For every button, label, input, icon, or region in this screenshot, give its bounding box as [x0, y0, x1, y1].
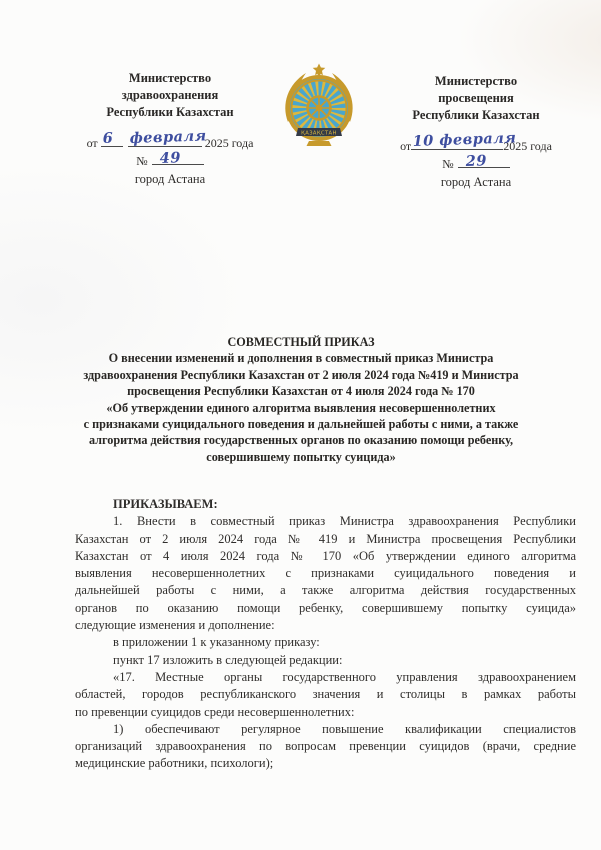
city-right: город Астана [440, 175, 512, 189]
body-line: Казахстан от 4 июля 2024 года № 170 «Об утверждении единого алгоритма [75, 548, 576, 563]
title-line: просвещения Республики Казахстан от 4 июля 2024 года № 170 [127, 384, 475, 399]
ministry-name-line: Республики Казахстан [412, 108, 540, 122]
body-line: «17. Местные органы государственного управления здравоохранением [113, 669, 576, 684]
handwritten-date: 10 февраля [412, 129, 517, 151]
order-body [75, 496, 576, 773]
ministry-education-block [384, 73, 568, 191]
title-line: здравоохранения Республики Казахстан от 2 июля 2024 года №419 и Министра [83, 367, 519, 382]
number-blank [458, 152, 510, 170]
ministry-health-name [78, 70, 262, 121]
svg-text:ҚАЗАҚСТАН: ҚАЗАҚСТАН [301, 130, 337, 137]
body-line: организаций здравоохранения по вопросам превенции суицидов (врачи, средние [75, 739, 576, 754]
ministry-health-block [78, 70, 262, 188]
city-left: город Астана [134, 172, 206, 186]
body-line: дальнейшей работы с ними, а также алгоритма действия государственных [75, 583, 576, 598]
date-suffix: 2025 года [204, 136, 254, 150]
handwritten-number: 29 [465, 152, 487, 170]
title-line: «Об утверждении единого алгоритма выявления несовершеннолетних [106, 400, 496, 415]
body-line: 1. Внести в совместный приказ Министра здравоохранения Республики [113, 514, 576, 529]
document-subtitle [56, 350, 546, 465]
body-line: медицинские работники, психологи); [75, 756, 274, 771]
body-line: 1) обеспечивают регулярное повышение квалификации специалистов [113, 721, 576, 736]
date-day-blank [101, 129, 123, 148]
body-line: Казахстан от 2 июля 2024 года № 419 и Министра просвещения Республики [75, 531, 576, 546]
ministry-name-line: здравоохранения [121, 88, 219, 102]
ministry-name-line: просвещения [438, 91, 514, 105]
title-line: с признаками суицидального поведения и дальнейшей работы с ними, а также [83, 417, 519, 432]
body-line: в приложении 1 к указанному приказу: [113, 635, 320, 650]
title-line: алгоритма действия государственных органов по оказанию помощи ребенку, [88, 433, 514, 448]
date-suffix: 2025 года [503, 139, 552, 153]
kazakhstan-emblem-icon [281, 62, 357, 150]
body-line: следующие изменения и дополнение: [75, 618, 275, 633]
handwritten-month: февраля [129, 127, 207, 148]
ministry-education-name [384, 73, 568, 124]
title-line: О внесении изменений и дополнения в совместный приказ Министра [108, 351, 494, 366]
date-prefix: от [400, 139, 412, 153]
order-number-line-right [384, 152, 568, 173]
number-label: № [136, 154, 148, 168]
title-line: совершившему попытку суицида» [206, 449, 396, 464]
number-label: № [442, 157, 454, 171]
body-line: органов по оказанию помощи ребенку, совершившему попытку суицида» [75, 600, 576, 615]
number-blank [152, 149, 204, 167]
order-title-block [56, 334, 546, 465]
ministry-name-line: Министерство [128, 71, 212, 85]
body-line: по превенции суицидов среди несовершеннолетних: [75, 704, 355, 719]
date-blank [411, 129, 517, 151]
date-month-blank [128, 127, 207, 148]
ministry-name-line: Республики Казахстан [106, 105, 234, 119]
body-line: выявления несовершеннолетних с признаками суицидального поведения и [75, 566, 576, 581]
handwritten-number: 49 [159, 149, 181, 167]
body-line: ПРИКАЗЫВАЕМ: [113, 497, 218, 511]
body-line: областей, городов республиканского значения и столицы в рамках работы [75, 687, 576, 702]
body-line: пункт 17 изложить в следующей редакции: [113, 652, 343, 667]
order-number-line-left [78, 149, 262, 170]
date-prefix: от [86, 136, 98, 150]
document-title: СОВМЕСТНЫЙ ПРИКАЗ [227, 335, 375, 349]
ministry-name-line: Министерство [434, 74, 518, 88]
handwritten-day: 6 [102, 129, 114, 148]
